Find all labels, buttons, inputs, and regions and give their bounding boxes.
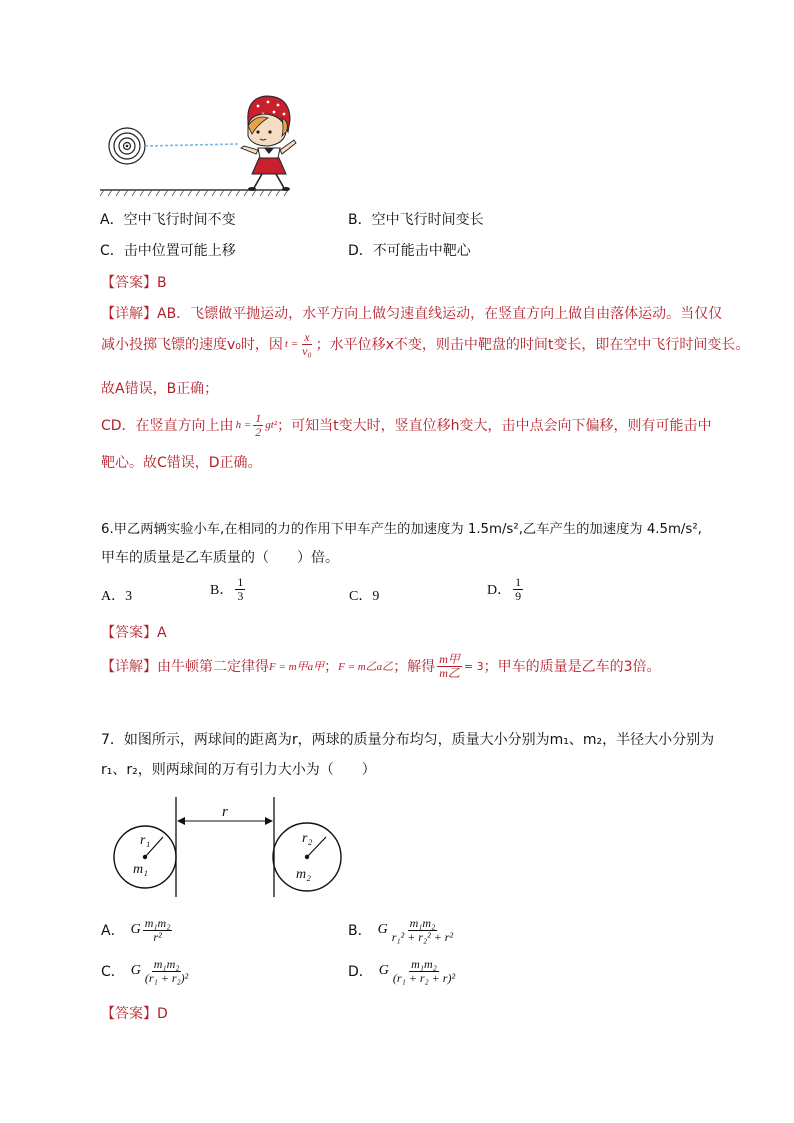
fraction-numerator: x: [304, 330, 310, 344]
answer-value: D: [157, 1006, 168, 1022]
fraction-denominator: r²: [153, 929, 162, 944]
q6-option-b: [210, 576, 247, 602]
figure-r1-label: r₁: [140, 833, 151, 848]
answer-label: 【答案】: [101, 1006, 157, 1022]
gravity-constant: G: [130, 922, 141, 938]
figure-distance-label: r: [222, 804, 228, 820]
fraction-numerator: m₁m₂: [409, 916, 436, 930]
formula-mass-ratio: [437, 653, 462, 679]
answer-value: B: [157, 275, 167, 291]
two-spheres-figure: [108, 795, 348, 903]
detail-separator: ；: [324, 659, 339, 676]
q5-option-c: C．击中位置可能上移: [100, 243, 236, 259]
q6-option-d: [487, 576, 525, 602]
answer-value: A: [157, 625, 167, 641]
girl-throwing-icon: [241, 96, 296, 191]
detail-text: ；解得: [393, 659, 436, 676]
detail-label: 【详解】: [101, 306, 157, 322]
detail-text: ；水平位移x不变，则击中靶盘的时间t变长，即在空中飞行时间变长。: [315, 337, 750, 354]
detail-text: AB．飞镖做平抛运动，水平方向上做匀速直线运动，在竖直方向上做自由落体运动。当仅仅: [157, 306, 723, 322]
option-fraction: [390, 917, 455, 943]
option-fraction: [513, 576, 523, 602]
q6-option-a: A．3: [101, 589, 133, 604]
option-fraction: [143, 917, 173, 943]
option-fraction: [143, 958, 190, 984]
figure-r2-label: r₂: [302, 831, 313, 846]
q7-option-d: [348, 958, 459, 984]
formula-t: t =: [284, 338, 299, 351]
q7-answer: [101, 1003, 168, 1023]
q7-stem-line-2: r₁、r₂，则两球间的万有引力大小为（ ）: [101, 762, 376, 778]
fraction-denominator: 2: [255, 424, 262, 439]
fraction-denominator: r₁² + r₂² + r²: [391, 929, 454, 944]
fraction-denominator: (r₁ + r₂)²: [144, 970, 189, 985]
option-label: A．: [101, 923, 125, 940]
q5-detail-line-2: [101, 331, 749, 357]
detail-text: 由牛顿第二定律得: [157, 659, 269, 676]
dart-throw-figure: [98, 92, 298, 198]
fraction-numerator: 1: [255, 411, 262, 425]
q5-option-b: B．空中飞行时间变长: [348, 212, 484, 228]
fraction-denominator: (r₁ + r₂ + r)²: [392, 970, 456, 985]
q5-detail-line-4: [101, 412, 711, 438]
figure-m1-label: m₁: [133, 862, 148, 877]
q5-option-a: A．空中飞行时间不变: [100, 212, 236, 228]
fraction-numerator: 1: [515, 575, 522, 589]
figure-m2-label: m₂: [296, 867, 311, 882]
q5-detail-line-3: 故A错误，B正确；: [101, 381, 219, 397]
q7-option-b: [348, 917, 457, 943]
q6-stem-line-2: 甲车的质量是乙车质量的（ ）倍。: [101, 550, 339, 566]
fraction-numerator: m甲: [439, 652, 460, 666]
detail-text: ；可知当t变大时，竖直位移h变大，击中点会向下偏移，则有可能击中: [277, 418, 712, 435]
q7-option-a: [101, 917, 174, 943]
q6-option-c: C．9: [349, 589, 380, 604]
fraction-denominator: 3: [237, 588, 244, 603]
fraction-numerator: m₁m₂: [144, 916, 171, 930]
gravity-constant: G: [378, 963, 389, 979]
formula-newton-1: F = m甲a甲: [269, 661, 325, 674]
q7-option-c: [101, 958, 192, 984]
fraction-denominator: v₀: [302, 343, 312, 358]
formula-h: h =: [235, 419, 252, 432]
fraction-denominator: 9: [515, 588, 522, 603]
option-label: B．: [210, 583, 234, 599]
detail-text: 减小投掷飞镖的速度v₀时，因: [101, 337, 283, 354]
formula-fraction: [300, 331, 314, 357]
q6-detail: [101, 653, 661, 679]
formula-gt2: gt²: [265, 419, 278, 432]
formula-result: = 3: [463, 659, 484, 673]
option-fraction: [235, 576, 245, 602]
fraction-denominator: m乙: [439, 665, 460, 680]
gravity-constant: G: [377, 922, 388, 938]
detail-label: 【详解】: [101, 659, 157, 676]
q5-detail-line-1: [101, 303, 722, 323]
q5-detail-line-5: 靶心。故C错误，D正确。: [101, 455, 262, 471]
detail-text: ；甲车的质量是乙车的3倍。: [483, 659, 661, 676]
fraction-numerator: m₁m₂: [153, 957, 180, 971]
option-label: D．: [348, 964, 373, 981]
q6-answer: [101, 622, 167, 642]
answer-label: 【答案】: [101, 625, 157, 641]
formula-fraction: [253, 412, 263, 438]
answer-label: 【答案】: [101, 275, 157, 291]
option-label: B．: [348, 923, 372, 940]
gravity-constant: G: [130, 963, 141, 979]
option-fraction: [391, 958, 457, 984]
q5-answer: [101, 272, 167, 292]
fraction-numerator: m₁m₂: [411, 957, 437, 971]
q7-stem-line-1: 7．如图所示，两球间的距离为r，两球的质量分布均匀，质量大小分别为m₁、m₂，半径大小分别为: [101, 732, 715, 748]
detail-text: CD．在竖直方向上由: [101, 418, 234, 435]
q5-option-d: D．不可能击中靶心: [348, 243, 471, 259]
q6-stem-line-1: 6.甲乙两辆实验小车,在相同的力的作用下甲车产生的加速度为 1.5m/s²,乙车产生的加速度为 4.5m/s²,: [101, 522, 702, 537]
option-label: D．: [487, 583, 512, 599]
option-label: C．: [101, 964, 125, 981]
formula-newton-2: F = m乙a乙: [338, 661, 394, 674]
fraction-numerator: 1: [237, 575, 244, 589]
